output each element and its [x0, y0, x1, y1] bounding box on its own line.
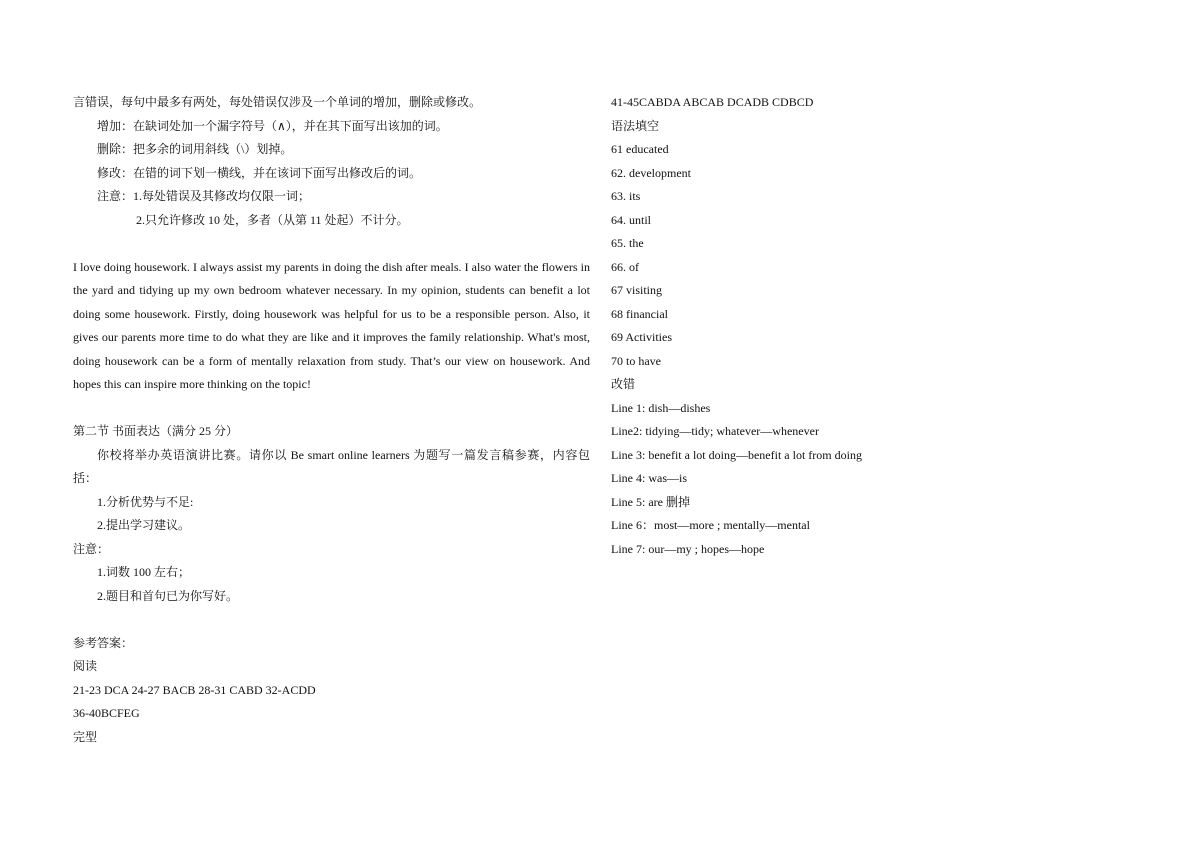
instruction-note-2: 2.只允许修改 10 处，多者（从第 11 处起）不计分。: [136, 212, 409, 227]
answer-line: 68 financial: [611, 306, 668, 321]
correction-line: Line 3: benefit a lot doing—benefit a lot from doing: [611, 447, 862, 462]
error-correction-passage: I love doing housework. I always assist my parents in doing the dish after meals. I also water the flowers in the yard and tidying up my own bedroom whatever necessary. In my opinion, students can benefit a lot doing some housework. Firstly, doing housework was helpful for us to be a responsible person. Also, it gives our parents more time to do what they are like and it improves the family relationship. What's most, doing housework can be a form of mentally relaxation from study. That’s our view on housework. And hopes this can inspire more thinking on the topic!: [73, 259, 590, 391]
correction-line: Line 5: are 删掉: [611, 494, 690, 509]
answer-line: 67 visiting: [611, 283, 663, 297]
answer-line: 63. its: [611, 189, 641, 203]
answer-line: 61 educated: [611, 142, 669, 156]
right-column: [611, 91, 1131, 561]
correction-line: Line 4: was—is: [611, 471, 687, 485]
reading-answers: 21-23 DCA 24-27 BACB 28-31 CABD 32-ACDD: [73, 682, 316, 697]
answer-line: 65. the: [611, 236, 644, 250]
answer-line: 70 to have: [611, 353, 661, 368]
reading-label: 阅读: [73, 659, 98, 673]
task-point: 2.提出学习建议。: [97, 518, 191, 532]
correction-line: Line 1: dish—dishes: [611, 400, 711, 415]
correction-line: Line 6：most—more ; mentally—mental: [611, 518, 810, 532]
note-item: 2.题目和首句已为你写好。: [97, 588, 239, 603]
note-item: 1.词数 100 左右；: [97, 565, 191, 579]
instruction-delete: 删除：把多余的词用斜线（\）划掉。: [97, 142, 293, 156]
answer-line: 64. until: [611, 212, 652, 227]
answer-line: 62. development: [611, 165, 691, 180]
reading-answers: 36-40BCFEG: [73, 706, 140, 720]
answer-line: 66. of: [611, 259, 639, 274]
grammar-fill-label: 语法填空: [611, 118, 660, 133]
cloze-answers: 41-45CABDA ABCAB DCADB CDBCD: [611, 95, 814, 109]
task-point: 1.分析优势与不足:: [97, 494, 194, 509]
cloze-label: 完型: [73, 729, 98, 744]
left-column: [73, 91, 590, 749]
note-label: 注意：: [73, 541, 110, 556]
answer-line: 69 Activities: [611, 330, 672, 344]
answers-label: 参考答案：: [73, 635, 134, 650]
correction-line: Line2: tidying—tidy; whatever—whenever: [611, 424, 819, 438]
writing-task-text: 你校将举办英语演讲比赛。请你以 Be smart online learners 为题写一篇发言稿参赛，内容包括：: [73, 447, 590, 485]
instruction-line: 言错误，每句中最多有两处，每处错误仅涉及一个单词的增加，删除或修改。: [73, 95, 482, 109]
section-title: 第二节 书面表达（满分 25 分）: [73, 424, 239, 438]
error-correction-label: 改错: [611, 377, 636, 391]
correction-line: Line 7: our—my ; hopes—hope: [611, 541, 765, 556]
instruction-add: 增加：在缺词处加一个漏字符号（∧），并在其下面写出该加的词。: [97, 118, 448, 133]
instruction-note-1: 注意：1.每处错误及其修改均仅限一词；: [97, 189, 311, 203]
instruction-modify: 修改：在错的词下划一横线，并在该词下面写出修改后的词。: [97, 165, 422, 180]
